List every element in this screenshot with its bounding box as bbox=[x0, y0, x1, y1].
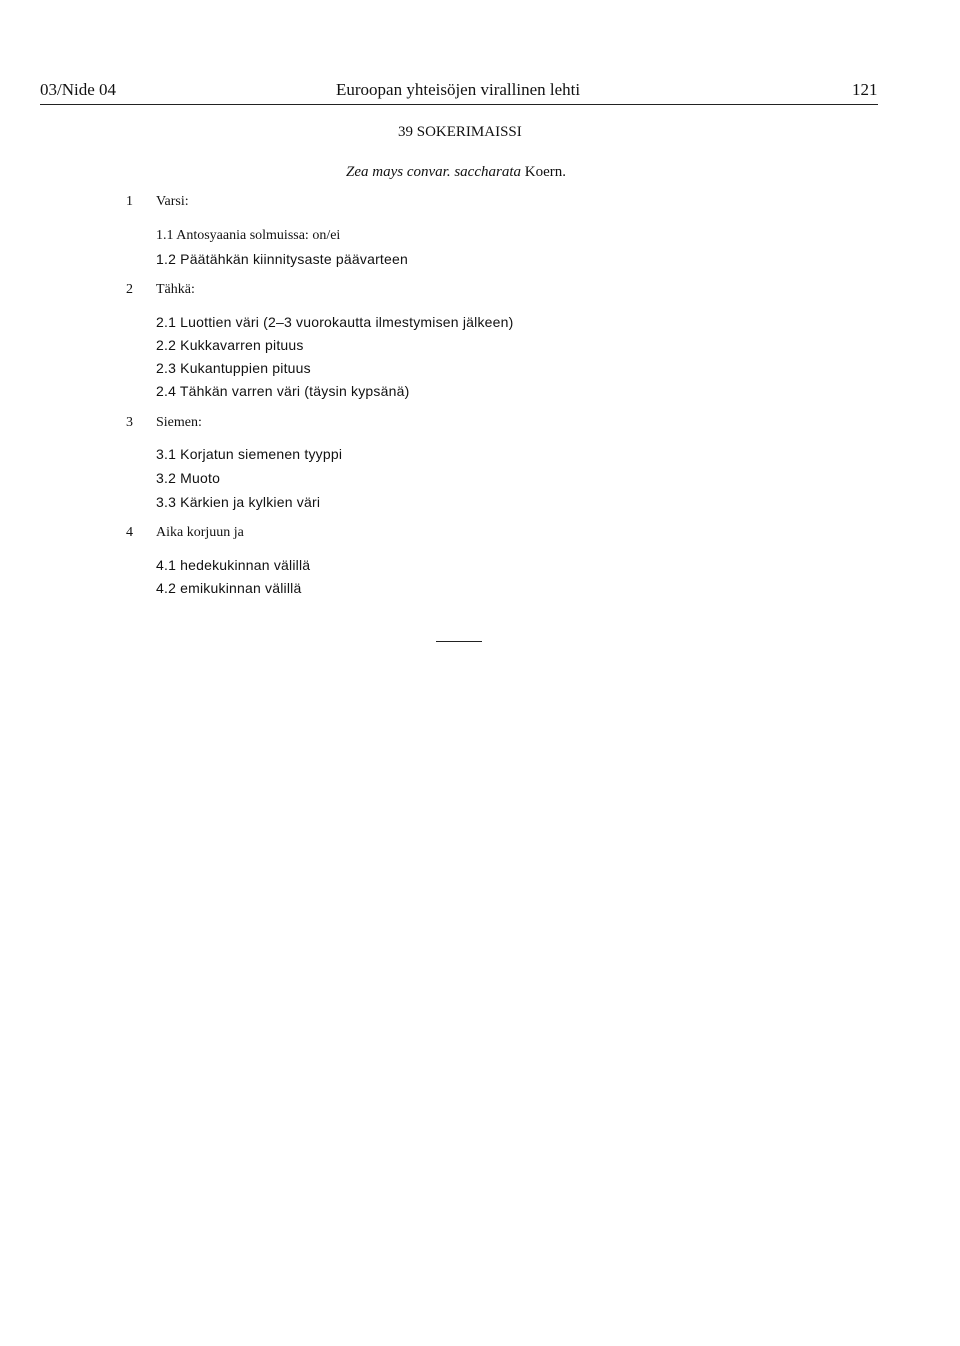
list-item: 3.1 Korjatun siemenen tyyppi bbox=[156, 446, 343, 462]
species-latin-variety: saccharata bbox=[454, 164, 521, 180]
list-item: 4.1 hedekukinnan välillä bbox=[156, 557, 311, 573]
species-author: Koern. bbox=[524, 164, 566, 180]
section-number: 1 bbox=[126, 194, 133, 209]
end-rule bbox=[436, 641, 482, 642]
page-title: 39 SOKERIMAISSI bbox=[398, 124, 522, 140]
list-item: 4.2 emikukinnan välillä bbox=[156, 580, 302, 596]
list-item: 1.2 Päätähkän kiinnitysaste päävarteen bbox=[156, 251, 408, 267]
list-item: 2.2 Kukkavarren pituus bbox=[156, 337, 304, 353]
section-label: Aika korjuun ja bbox=[156, 525, 244, 540]
list-item: 2.3 Kukantuppien pituus bbox=[156, 360, 311, 376]
section-number: 3 bbox=[126, 415, 133, 430]
section-number: 2 bbox=[126, 282, 133, 297]
list-item: 2.4 Tähkän varren väri (täysin kypsänä) bbox=[156, 383, 410, 399]
species-latin: Zea mays convar. bbox=[346, 164, 451, 180]
species-name bbox=[346, 164, 566, 181]
list-item: 2.1 Luottien väri (2–3 vuorokautta ilmestymisen jälkeen) bbox=[156, 314, 514, 330]
section-label: Varsi: bbox=[156, 194, 189, 209]
section-number: 4 bbox=[126, 525, 133, 540]
page-number: 121 bbox=[852, 80, 878, 99]
section-label: Tähkä: bbox=[156, 282, 195, 297]
list-item: 3.2 Muoto bbox=[156, 470, 221, 486]
list-item: 1.1 Antosyaania solmuissa: on/ei bbox=[156, 228, 341, 243]
section-label: Siemen: bbox=[156, 415, 202, 430]
header-publication: Euroopan yhteisöjen virallinen lehti bbox=[336, 80, 581, 99]
list-item: 3.3 Kärkien ja kylkien väri bbox=[156, 494, 321, 510]
header-rule bbox=[40, 104, 878, 105]
header-issue: 03/Nide 04 bbox=[40, 80, 117, 99]
